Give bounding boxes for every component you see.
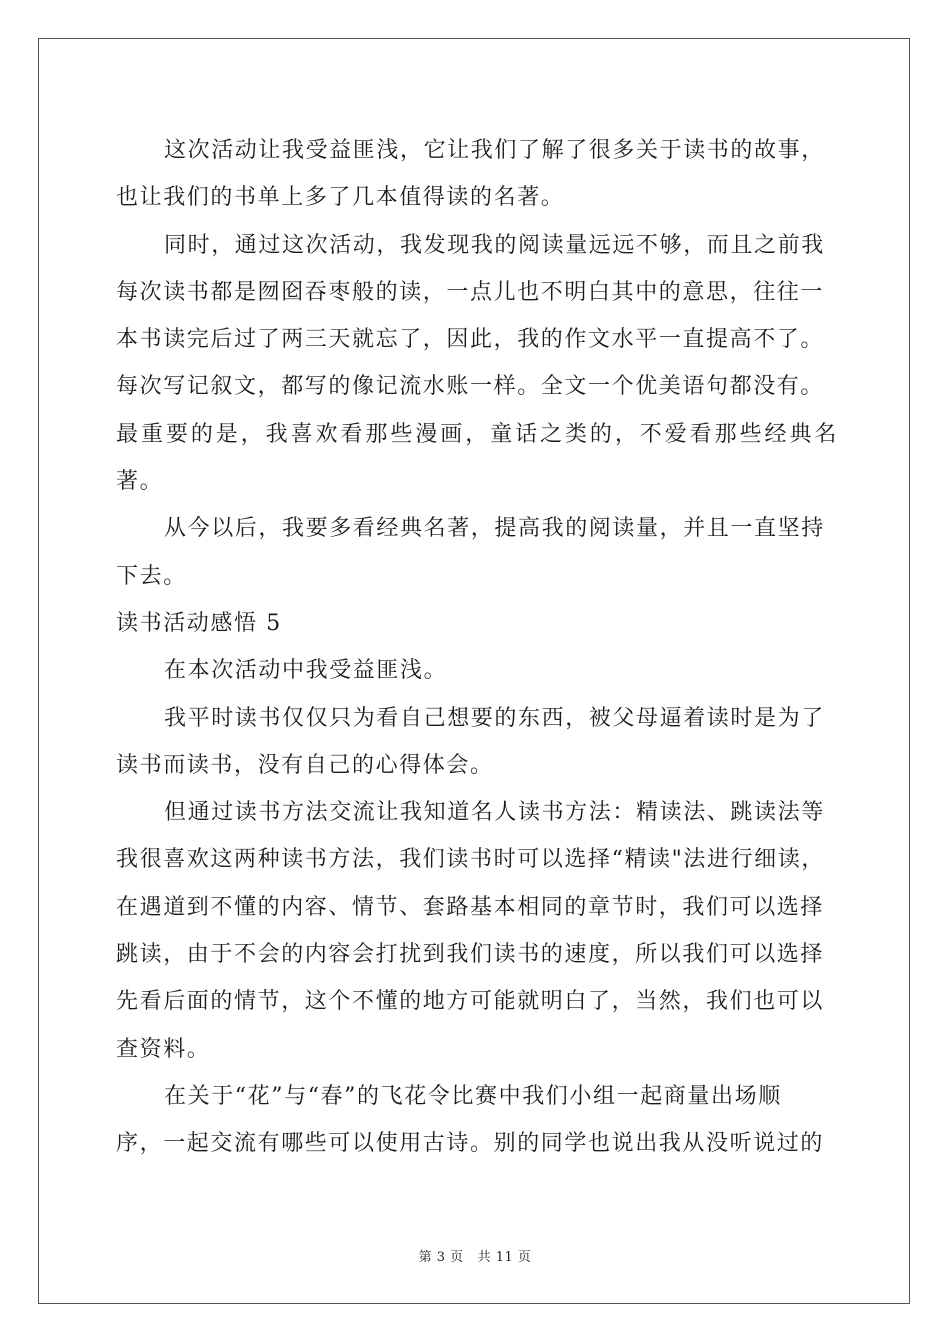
- text-line: 最重要的是，我喜欢看那些漫画，童话之类的，不爱看那些经典名著。: [116, 421, 838, 495]
- text-line: 在本次活动中我受益匪浅。: [164, 658, 448, 684]
- paragraph: [116, 695, 838, 790]
- paragraph: [116, 505, 838, 600]
- text-line: 本书读完后过了两三天就忘了，因此，我的作文水平一直提高不了。: [116, 327, 825, 353]
- section-heading: 读书活动感悟 5: [116, 610, 282, 636]
- page-total: 共 11 页: [477, 1250, 532, 1265]
- page-number: 第 3 页: [418, 1250, 464, 1265]
- paragraph: [116, 647, 838, 694]
- paragraph: [116, 127, 838, 222]
- text-line: 每次读书都是囫囵吞枣般的读，一点儿也不明白其中的意思，往往一: [116, 279, 825, 305]
- text-line: 在关于“花”与“春”的飞花令比赛中我们小组一起商量出场顺: [164, 1083, 782, 1109]
- text-line: 先看后面的情节，这个不懂的地方可能就明白了，当然，我们也可以: [116, 989, 825, 1015]
- text-line: 读书而读书，没有自己的心得体会。: [116, 752, 494, 778]
- text-line: 查资料。: [116, 1036, 211, 1062]
- text-line: 这次活动让我受益匪浅，它让我们了解了很多关于读书的故事，: [164, 138, 825, 163]
- text-line: 在遇道到不懂的内容、情节、套路基本相同的章节时，我们可以选择: [116, 894, 825, 920]
- paragraph: [116, 222, 838, 506]
- text-line: 下去。: [116, 563, 187, 589]
- text-line: 我很喜欢这两种读书方法，我们读书时可以选择“精读"法进行细读，: [116, 847, 825, 873]
- text-line: 同时，通过这次活动，我发现我的阅读量远远不够，而且之前我: [164, 232, 825, 258]
- paragraph: [116, 789, 838, 1073]
- text-line: 跳读，由于不会的内容会打扰到我们读书的速度，所以我们可以选择: [116, 942, 825, 968]
- text-line: 序，一起交流有哪些可以使用古诗。别的同学也说出我从没听说过的: [116, 1131, 825, 1157]
- text-line: 我平时读书仅仅只为看自己想要的东西，被父母逼着读时是为了: [164, 705, 825, 731]
- text-line: 也让我们的书单上多了几本值得读的名著。: [116, 185, 565, 211]
- paragraph: [116, 1073, 838, 1168]
- page-footer: [0, 1246, 950, 1265]
- text-line: 但通过读书方法交流让我知道名人读书方法：精读法、跳读法等: [164, 800, 825, 826]
- document-body: [116, 127, 838, 1168]
- text-line: 每次写记叙文，都写的像记流水账一样。全文一个优美语句都没有。: [116, 374, 825, 400]
- text-line: 从今以后，我要多看经典名著，提高我的阅读量，并且一直坚持: [164, 516, 825, 542]
